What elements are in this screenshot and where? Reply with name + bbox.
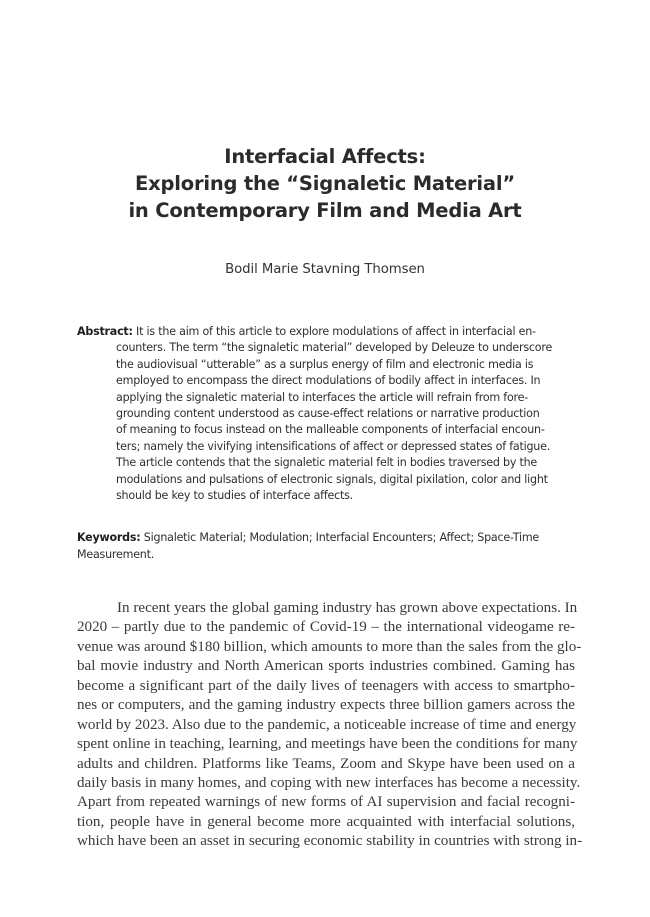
keywords-section — [77, 529, 577, 563]
body-line: spent online in teaching, learning, and meetings have been the conditions for many — [77, 736, 578, 753]
keywords-label: Keywords: — [77, 531, 141, 544]
body-line: adults and children. Platforms like Teams, Zoom and Skype have been used on a — [77, 755, 575, 772]
body-line: tion, people have in general become more acquainted with interfacial solutions, — [77, 813, 575, 830]
body-line: venue was around $180 billion, which amounts to more than the sales from the glo- — [77, 638, 582, 655]
title-line-1: Interfacial Affects: — [224, 145, 426, 168]
abstract-label: Abstract: — [77, 325, 133, 338]
abstract-text: It is the aim of this article to explore modulations of affect in interfacial en- — [132, 325, 536, 338]
title-line-2: Exploring the “Signaletic Material” — [135, 172, 515, 195]
abstract-line: should be key to studies of interface affects. — [116, 488, 353, 502]
abstract-line: the audiovisual “utterable” as a surplus energy of film and electronic media is — [116, 357, 534, 371]
abstract-line: grounding content understood as cause-effect relations or narrative production — [116, 406, 540, 420]
body-line: 2020 – partly due to the pandemic of Covid-19 – the international videogame re- — [77, 619, 575, 636]
body-line: daily basis in many homes, and coping with new interfaces has become a necessity. — [77, 774, 581, 791]
abstract-line: The article contends that the signaletic material felt in bodies traversed by the — [116, 456, 538, 470]
body-paragraph — [77, 599, 583, 852]
abstract-line: of meaning to focus instead on the malleable components of interfacial encoun- — [116, 423, 545, 437]
abstract-line: modulations and pulsations of electronic signals, digital pixilation, color and light — [116, 472, 548, 486]
author-name: Bodil Marie Stavning Thomsen — [225, 262, 425, 277]
body-line: Apart from repeated warnings of new forms of AI supervision and facial recogni- — [77, 794, 575, 811]
body-line: which have been an asset in securing economic stability in countries with strong in- — [77, 833, 583, 850]
body-line: nes or computers, and the gaming industry expects three billion gamers across the — [77, 697, 575, 714]
body-line: world by 2023. Also due to the pandemic, a noticeable increase of time and energy — [77, 716, 577, 733]
keywords-text: Signaletic Material; Modulation; Interfacial Encounters; Affect; Space-Time — [140, 531, 540, 544]
abstract-line: counters. The term “the signaletic material” developed by Deleuze to underscore — [116, 341, 553, 355]
title-line-3: in Contemporary Film and Media Art — [128, 199, 522, 222]
abstract-line: applying the signaletic material to interfaces the article will refrain from fore- — [116, 390, 529, 404]
body-line: bal movie industry and North American sports industries combined. Gaming has — [77, 658, 575, 675]
abstract-line: employed to encompass the direct modulations of bodily affect in interfaces. In — [116, 374, 541, 388]
abstract-section — [77, 324, 577, 504]
body-line: In recent years the global gaming industry has grown above expectations. In — [117, 600, 578, 616]
abstract-line: ters; namely the vivifying intensifications of affect or depressed states of fatigue. — [116, 439, 551, 453]
article-title — [0, 143, 650, 224]
abstract-line — [77, 324, 577, 340]
body-line: become a significant part of the daily lives of teenagers with access to smartpho- — [77, 677, 575, 694]
keywords-line: Measurement. — [77, 548, 155, 561]
keywords-line — [77, 529, 577, 546]
